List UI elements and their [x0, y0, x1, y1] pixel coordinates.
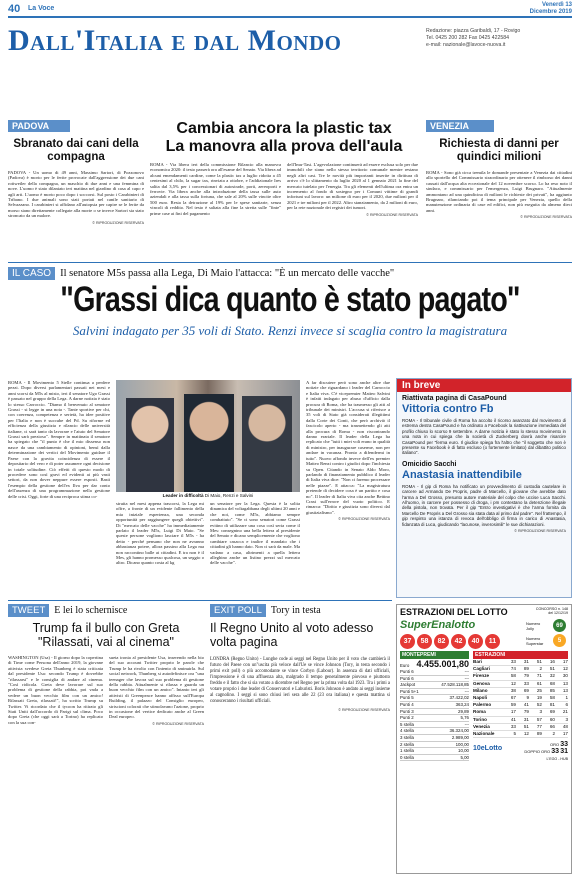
plastic-headline-2: La manovra alla prova dell'aula — [165, 138, 403, 155]
page-number: 40 — [8, 3, 21, 15]
redazione-tel: Tel. 0425 200 282 Fax 0425 422584 — [426, 35, 510, 41]
premio-row: Punti 3 29,89 — [400, 708, 469, 714]
caso-col-4 — [306, 380, 390, 521]
premio-row: Punti 4 363,24 — [400, 701, 469, 707]
doppio-oro-value: 33 — [551, 748, 560, 756]
ruota-row: Genova 12 33 61 68 13 — [473, 681, 568, 688]
superenalotto-logo: SuperEnalotto — [400, 619, 476, 631]
inbreve-item2-body: ROMA - Il gip di Roma ha notificato un provvedimento di custodia cautelare in carcere ad Armando De Propris, padre di Marcello, il giovane che avrebbe dato l'arma a Del Grosso, presunto autore materiale del colpo che uccise Luca Sacchi. All'uomo, in carcere per possesso di droga, i pm contestano la detenzione illegale della pistola, non trovata. Per il gip "Entro investigativi è che l'arma fornita da Marcello De Propris a Del Grosso sia stata data al primo dal padre". Nel frattempo, il gip respinto una istanza di revoca dell'obbligo di firma in carico di Anastasia, fidanzata di Luca, giudicando "lacunose, inverosimili" le sue dichiarazioni. — [402, 483, 566, 527]
venezia-body: ROMA - Sono già circa tremila le domande presentate a Venezia dai cittadini allo sportello del Commissario straordinario per ottenere il rimborso dei danni causati dall'acqua alta eccezionale del 12 novembre scorso. Lo ha reso noto il sindaco, e commissario per l'emergenza, Luigi Brugnaro. "Attualmente ammontano ad una quindicina di milioni le richieste dei privati", ha aggiunto Brugnaro, rilanciando poi il tema principale per Venezia, quello della manutenzione ordinaria di case ed edifici, non più eseguita da almeno dieci anni. — [426, 170, 572, 213]
caso-subhead: Salvini indagato per 35 voli di Stato. Renzi invece si scaglia contro la magistratura — [72, 323, 508, 338]
caso-photo-caption — [116, 493, 300, 498]
lotto-ball: 58 — [417, 634, 432, 649]
inbreve-box — [396, 378, 572, 598]
photo-person-2 — [184, 394, 234, 492]
venezia-headline: Richiesta di danni per quindici milioni — [439, 138, 559, 163]
inbreve-credit: © RIPRODUZIONE RISERVATA — [514, 529, 566, 534]
caption-text: Di Maio, Renzi e Salvini — [203, 493, 254, 498]
lotto-ball: 37 — [400, 634, 415, 649]
oro-label: ORO — [549, 742, 560, 748]
plastic-col-1: ROMA - Via libera ieri della commissione Bilancio alla manovra economica 2020: il testo passerà ora all'esame del Senato. Via libera ad alcuni emendamenti cardine, come la plastic tax a luglio ridotta a 45 centesimi al chilo, la sugar tax, rinviata a ottobre, e l'addizionale Ires salita dal 3,5% per i concessionari di autostrade, porti, aereoporti e ferrovie. Via libera anche alla introduzione della tassa sulle auto aziendali e alla tassa sulla fortuna, che sale al 20% sulle vincite oltre 500 euro. Resta la detrazione al 19% per le spese sanitarie, senza vincoli di reddito. Nel testo è saltata alla fine la stretta sulle "finte" prime case ai fini del pagamento — [150, 162, 281, 216]
caso-col-1 — [8, 380, 110, 499]
caso-credit: © RIPRODUZIONE RISERVATA — [338, 517, 390, 522]
plastic-credit: © RIPRODUZIONE RISERVATA — [366, 212, 418, 217]
doppio-oro-label: DOPPIO ORO — [524, 749, 551, 755]
tweet-kicker: E lei lo schernisce — [54, 605, 128, 616]
padova-body: PADOVA - Un uomo di 49 anni, Massimo Sartori, di Pozzonovo (Padova) è morto per le ferite provocate dall'aggressione dei due cani rottweiler della compagna, un maschio di due anni e una femmina di nove. L'uomo è stato dilaniato ieri mattina nel giardino di casa al capo e agli arti. L'uomo è morto poco dopo i soccorsi. Sul posto i Carabinieri di Tribano. I due animali sono stati portati nel canile sanitario di Selvazzano. I carabinieri si affidano all'autopsia per capire se le ferite da morso siano direttamente collegate alla morte o se invece Sartori sia stato stroncato da un malore. — [8, 170, 144, 219]
caso-col-3 — [210, 501, 300, 566]
premio-row: Punti 6 --- — [400, 669, 469, 674]
lotto-ball: 11 — [485, 634, 500, 649]
caption-bold: Leader in difficoltà — [162, 493, 204, 498]
lotto-title: ESTRAZIONI DEL LOTTO — [400, 607, 508, 617]
caso-photo — [116, 380, 300, 492]
section-title: Dall'Italia e dal Mondo — [8, 24, 342, 57]
premio-row: 3 stella 2.989,00 — [400, 734, 469, 740]
rule-top-section — [8, 262, 572, 263]
caso-headline: "Grassi dica quanto è stato pagato" — [60, 280, 520, 319]
premio-row: Punti 6 --- — [400, 675, 469, 681]
ruota-row: Cagliari 74 89 2 51 12 — [473, 666, 568, 673]
tweet-col-1: WASHINGTON (Usa) - Il giorno dopo la copertina di Time come Persona dell'anno 2019, la giovane attivista svedese Greta Thunberg è stata criticata dal presidente Usa: secondo Trump è dovrebbe "rilassarsi" e le consiglia di andare al cinema. "Così ridicola. Greta deve lavorare sul suo problema di gestione della rabbia, poi vada a vedere un buon vecchio film con un amico! Rilassati Greta, rilassati!", ha scritto Trump su Twitter. Vi ricordato che il tycoon ha ritirato gli Stati Uniti dall'accordo di Parigi sul clima. Poco dopo Greta (che oggi sarà a Torino) ha replicato con la sua con- — [8, 655, 103, 725]
exitpoll-kicker: Tory in testa — [270, 605, 321, 616]
venezia-article — [426, 120, 572, 219]
ruota-row: Roma 17 79 3 69 21 — [473, 709, 568, 716]
photo-person-1 — [126, 398, 174, 492]
caso-col-2-text: struita nel mesi appena trascorsi, la Lega mi offre, a fronte di un evidente fallimento della mia iniziale esperienza, una seconda opportunità per raggiungere quegli obiettivi". Di "mercato delle vacche" ha immediatamente parlato il leader M5s, Luigi Di Maio. "Se queste persone vogliono lasciare il M5s - ha detto - perché pensano che non ne avranno abbastanza potere, allora passino alla Lega ma non raccontino balle ai cittadini. E tra non è il Mes, gli hanno promesso qualcosa, un seggio o altro. Dicano quanto costa al kg — [116, 501, 204, 566]
exitpoll-article — [210, 604, 390, 712]
padova-credit: © RIPRODUZIONE RISERVATA — [92, 220, 144, 225]
plastic-headline-1: Cambia ancora la plastic tax — [176, 120, 392, 137]
inbreve-tag: In breve — [397, 379, 571, 392]
montepremi-unit: Euro — [400, 663, 410, 668]
exitpoll-body: LONDRA (Regno Unito) - Lunghe code ai seggi nel Regno Unito per il voto che cambierà il futuro del Paese con un"uscita più veloce dall'Ue se vince Johnson (Tory, in testa secondo i primi exit poll) o più accomodante se vince Corbyn (Labour). In assenza di dati ufficiali, l'impressione è di una affluenza alta, malgrado il tempo generalmente piovoso e piuttosto freddo e il fatto che si sia votato a dicembre nel Regno per la prima volta dal 1923. Tra i primi a votare proprio i due leader di Conservatori e Laburisti. Boris Johnson è andato ai seggi insieme al cagnolino. I seggi si sono chiusi ieri sera alle 22 (23 ora italiana) e questa mattina si conosceranno i risultati ufficiali. — [210, 657, 390, 704]
ruota-row: Palermo 59 41 52 81 6 — [473, 702, 568, 709]
jolly-label: Numero Jolly — [526, 620, 541, 631]
caso-kicker-row — [8, 266, 572, 280]
premio-row: 1 stella 10,00 — [400, 748, 469, 754]
padova-headline: Sbranato dai cani della compagna — [13, 138, 139, 163]
jolly-ball: 69 — [553, 619, 566, 632]
inbreve-item1-kicker: Riattivata pagina di CasaPound — [402, 395, 507, 402]
ruota-row: Venezia 33 51 77 66 48 — [473, 724, 568, 731]
superstar-ball: 5 — [553, 634, 566, 647]
padova-article — [8, 120, 144, 225]
premio-row: Punti 5 37.422,02 — [400, 695, 469, 701]
inbreve-item2-kicker: Omicidio Sacchi — [402, 460, 457, 468]
diecielotto-logo: 10eLotto — [473, 744, 503, 752]
caso-col-4-text: A far discutere però sono anche altre due notizie che riguardano i leader del Carroccio e Italia viva. C'è vicepremier Matteo Salvini è infatti indagato per abuso d'ufficio dalla procura di Roma, che ha trasmesso gli atti al tribunale dei ministri. L'accusa si riferisce a 35 voli di Stato già considerati illegittimi dalla Corte dei Conti, che però archiviò il fascicolo aperto - ma trasmettendo gli atti alla procura di Roma - non riscontrando danno erariale. Il leader della Lega ha replicato che "tutti i miei voli erano in qualità di ministro, per inaugurare caserme, non per andare in vacanza. Pronto a difendermi in tutto". Nuovo affondo invece dell'ex premier Matteo Renzi contro i giudici dopo l'inchiesta su Open. Citando in Senato Aldo Moro, parlando di finanziamento pubblico il leader di Italia viva dice: "Non ci faremo processare nelle piazze". E attacca: "La magistratura pretende di decidere cosa è un partito e cosa no". Il leader di Italia viva cita anche Bettino Craxi sull'errore del vuoto politico. E rimarca: "Diritto e giustizia sono diversi dal giustizialismo". — [306, 380, 391, 515]
inbreve-item1-body: ROMA - Il tribunale civile di Roma ha accolto il ricorso avanzato dal movimento di estrema destra CasaPound e ha ordinato a Facebook la riattivazione immediata del profilo chiuso lo scorso 9 settembre. A darne notizia è stato lo stesso movimento in una nota in cui spiega che la società di Zuckerberg dovrà anche risarcire CasaPound per "ferma euro. Il giudice spiega fra l'altro che "il soggetto che non è presente su Facebook è di fatto escluso (o fortemente limitato) dal dibattito politico italiano". — [402, 418, 566, 456]
caso-col-2 — [116, 501, 204, 566]
venezia-tag: VENEZIA — [426, 120, 494, 132]
caso-col-3-text: un senatore per la Lega. Questa è la solita dinamica del voltagabbana degli ultimi 20 anni e che noi, come M5s, abbiamo sempre combattuto". "Se ci sono senatori come Grassi evitino di utilizzare una cosa così seria come il Mes: consegnino una bella lettera al presidente del Senato e dicano semplicemente che vogliono cambiare casacca e inalire il mandato che i cittadini gli hanno dato. Non ci sarà da male. Ma vadano a casa, altrimenti a quella lettera alleghino anche un listino prezzi sul mercato delle vacche". — [210, 501, 300, 566]
lotto-balls — [400, 634, 526, 649]
plastic-article — [150, 120, 418, 217]
tweet-tag: TWEET — [8, 604, 49, 617]
montepremi-value: 4.455.001,80 — [416, 659, 469, 669]
oro-value: 33 — [560, 741, 568, 749]
ruota-row: Bari 33 31 51 16 17 — [473, 659, 568, 666]
inbreve-item2-headline: Anastasia inattendibile — [402, 468, 522, 481]
plastic-col-2: dell'Imu-Tasi. L'agevolazione continuerà ad essere esclusa solo per due immobili che siano nello stesso territorio comunale mentre restano negli altri casi. Tre le novità più importanti inserite in dirittura di arrivo c'è lo slittamento da luglio 2020 al 1 gennaio 2021 la fine del mercato tutelato per l'energia. Tra gli elementi dell'ultima ora entra un incremento al fondo di sostegno per i Comuni vittime di grandi infortuni sul lavoro: un milione di euro per il 2020, due milioni per il 2021 e tre milioni per il 2022. Altro stanziamento, da 2 milioni di euro, per la rete nazionale dei registri dei tumori. — [287, 162, 418, 211]
premio-row: 2 stella 100,00 — [400, 741, 469, 747]
inbreve-item1-headline: Vittoria contro Fb — [402, 403, 494, 415]
tweet-headline: Trump fa il bullo con Greta "Rilassati, vai al cinema" — [32, 621, 180, 649]
caso-col-1-text: ROMA - Il Movimento 5 Stelle continua a perdere pezzi. Dopo diversi parlamentari passati nei mesi e anni scorsi da M5s al misto, ieri il senatore Ugo Grassi è passato nel gruppo della Lega. A darne notizia è stato lo stesso Carroccio. "Diamo il benvenuto al senatore Grassi - si legge in una nota -. Tante sportive per chi, con coerenza, competenza e serietà, ha idee positive per l'Italia e non è succube del Pd. Su riforme ed efficienza della giustizia e rilancio delle università italiane, ci sarà tanto da lavorare e l'aiuto del Senatore Grassi sarà prezioso". Sempre in mattinata il senatore ha spiegato che "il punto è che il mio dissenso non nasce da una cambiamento di opinioni, bensì dalla determinazione dei vertici del Movimento guidare il Paese con la gravita coincidenza di essere il depositario del vero e di poter assumere ogni decisione in totale solitudine. Ciò effetti di questo modo di procedere sono così gravi ed evidenti ai più vasti settori, da non dover neppure essere esposti. Basti l'esempio della gestione dell'ex Ilva per dar conto dell'assenza di una programmazione nella gestione delle crisi. Oggi, forte di una reciproca stima co- — [8, 380, 110, 499]
montepremi-label: MONTEPREMI — [400, 651, 469, 659]
redazione-info — [426, 28, 574, 49]
ruota-row: Firenze 58 79 71 32 30 — [473, 673, 568, 680]
newspaper-name: La Voce — [28, 5, 55, 12]
photo-person-3 — [242, 396, 292, 492]
premio-row: 4 stella 36.324,00 — [400, 728, 469, 734]
ruota-row: Milano 38 69 25 85 13 — [473, 688, 568, 695]
date-line-1: Venerdì 13 — [541, 2, 572, 8]
exitpoll-headline: Il Regno Unito al voto adesso volta pagina — [210, 621, 374, 649]
padova-tag: PADOVA — [8, 120, 70, 132]
exitpoll-tag: EXIT POLL — [210, 604, 266, 617]
premio-row: Punti 5+1 --- — [400, 688, 469, 694]
lotto-box — [396, 604, 572, 874]
doppio-oro-value-2: 31 — [560, 748, 568, 756]
exitpoll-credit: © RIPRODUZIONE RISERVATA — [338, 708, 390, 712]
redazione-email: e-mail: nazionale@lavoce-nuova.it — [426, 42, 506, 48]
lotto-ball: 42 — [451, 634, 466, 649]
caso-tag: IL CASO — [8, 267, 55, 280]
caso-kicker: Il senatore M5s passa alla Lega, Di Maio l'attacca: "È un mercato delle vacche" — [60, 267, 395, 279]
superstar-label: Numero Superstar — [526, 635, 544, 646]
premio-row: 5 stella --- — [400, 721, 469, 727]
tweet-col-2: sueta ironia al presidente Usa, inserendo nella bio del suo account Twitter proprio le parole che Trump le ha rivolto con l'intento di sminuirla. Sul social network, Thunberg si autodefinisce ora "una teenager che lavora sul suo problema di gestione della rabbia. Attualmente si rilassa e guarda un buon vecchio film con un amico". Intanto ieri gli attivisti di Greenpeace hanno affisso sull'Europa Building, il palazzo del Consiglio europeo, striscioni colorati che stimolavano l'azione, proprio in occasione del vertice dedicato anche al Green Deal europeo. — [109, 655, 204, 720]
redazione-address: Redazione: piazza Garibaldi, 17 - Rovigo — [426, 28, 521, 34]
lotto-concorso: CONCORSO n. 148 del 12/12/19 — [535, 607, 568, 615]
rule-mid-section — [8, 600, 392, 601]
ruota-row: Nazionale 5 12 89 2 17 — [473, 731, 568, 738]
lotto-ball: 82 — [434, 634, 449, 649]
ruota-row: Torino 41 31 57 60 3 — [473, 717, 568, 724]
premio-row: Jackpot 47.528.118,85 — [400, 682, 469, 688]
tweet-article — [8, 604, 204, 726]
estrazioni-label: ESTRAZIONI — [473, 651, 568, 659]
premio-row: 0 stella 5,00 — [400, 754, 469, 760]
premio-row: Punti 2 5,76 — [400, 715, 469, 721]
lotto-bottom-credit: L'EGO - HUB — [546, 757, 568, 762]
lotto-ball: 40 — [468, 634, 483, 649]
tweet-credit: © RIPRODUZIONE RISERVATA — [152, 721, 204, 726]
page-header — [8, 4, 572, 18]
date-line-2: Dicembre 2019 — [529, 9, 572, 15]
venezia-credit: © RIPRODUZIONE RISERVATA — [520, 215, 572, 220]
ruota-row: Napoli 67 9 19 58 1 — [473, 695, 568, 702]
